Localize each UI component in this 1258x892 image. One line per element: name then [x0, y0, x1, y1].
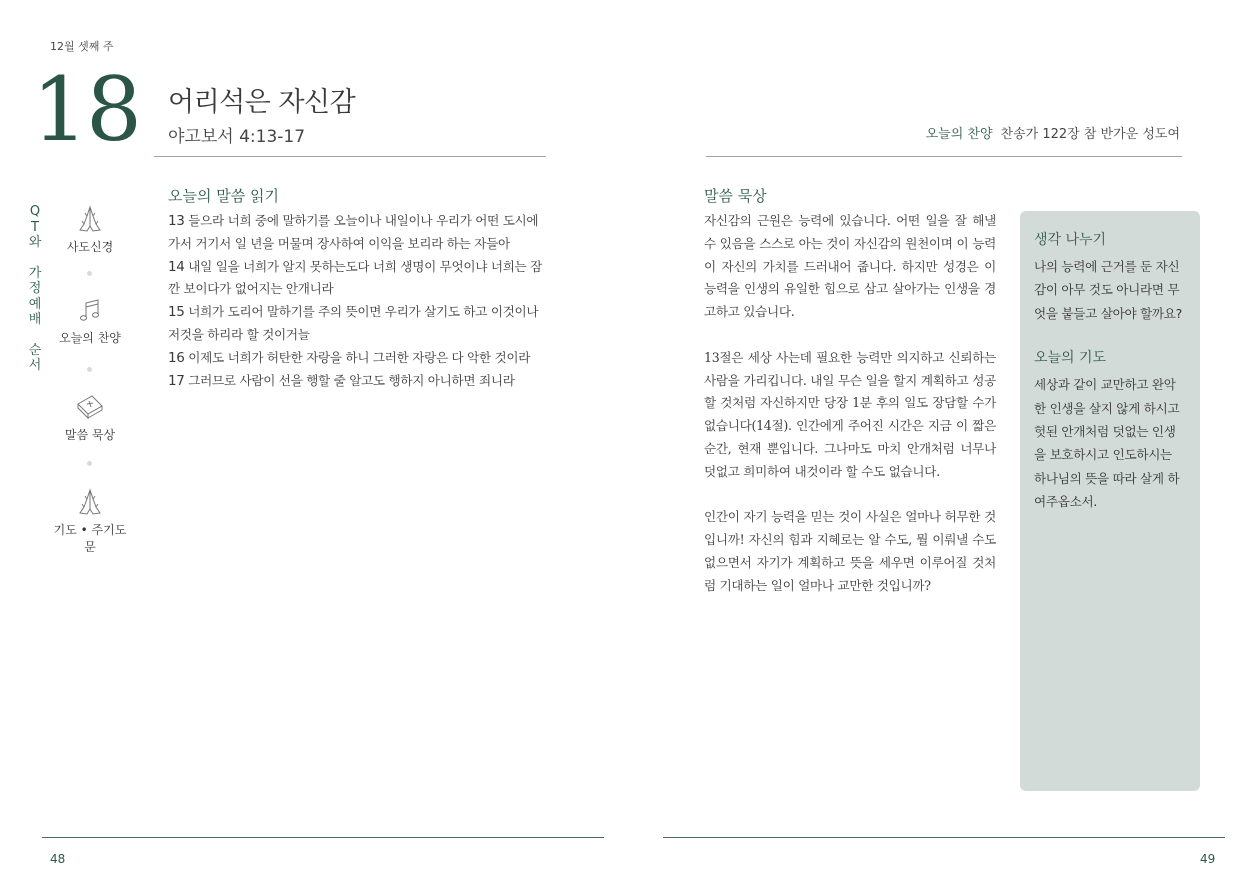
vertical-char: T [31, 219, 39, 235]
verse-number: 16 [168, 349, 185, 366]
verse-text: 들으라 너희 중에 말하기를 오늘이나 내일이나 우리가 어떤 도시에 가서 거기서 일 년을 머물며 장사하여 이익을 보리라 하는 자들아 [168, 213, 539, 251]
sidebar-item-label: 기도 • 주기도문 [53, 523, 127, 554]
sidebar-item-prayer [50, 487, 130, 555]
meditation-paragraph: 자신감의 근원은 능력에 있습니다. 어떤 일을 잘 해낼 수 있음을 스스로 아는 것이 자신감의 원천이며 이 능력이 자신의 가치를 드러내어 줍니다. 하지만 성경은 이 능력을 인생의 유일한 힘으로 삼고 살아가는 인생을 경고하고 있습니다. [704, 213, 996, 320]
meditation-paragraph: 인간이 자기 능력을 믿는 것이 사실은 얼마나 허무한 것입니까! 자신의 힘과 지혜로는 알 수도, 뭘 이뤄낼 수도 없으면서 자기가 계획하고 뜻을 세우면 이루어질 것처럼 기대하는 일이 얼마나 교만한 것입니까? [704, 509, 996, 593]
verse [168, 256, 548, 302]
vertical-char: 배 [28, 312, 42, 327]
verse [168, 370, 548, 393]
header-rule-left [154, 156, 546, 157]
separator-dot [87, 367, 92, 372]
sidebar-item-label: 말씀 묵상 [64, 428, 116, 442]
meditation-paragraph: 13절은 세상 사는데 필요한 능력만 의지하고 신뢰하는 사람을 가리킵니다. 내일 무슨 일을 할지 계획하고 성공할 것처럼 자신하지만 당장 1분 후의 일도 장담할 수가 없습니다(14절). 인간에게 주어진 시간은 지금 이 짧은 순간, 현재 뿐입니다. 그나마도 마치 안개처럼 너무나 덧없고 희미하여 내것이라 할 수도 없습니다. [704, 349, 996, 479]
praying-hands-icon [75, 487, 105, 517]
verse-number: 15 [168, 304, 185, 321]
verse-text: 이제도 너희가 허탄한 자랑을 하니 그러한 자랑은 다 악한 것이라 [184, 349, 531, 365]
vertical-char: 가 [28, 265, 42, 281]
sidebar-item-label: 오늘의 찬양 [59, 331, 121, 345]
vertical-char: Q [29, 204, 41, 219]
bible-icon [74, 392, 106, 422]
verse [168, 301, 548, 347]
week-label: 12월 셋째 주 [50, 40, 114, 53]
sidebar-item-hymn [50, 297, 130, 346]
vertical-char: 예 [28, 296, 42, 312]
sidebar-item-meditation [50, 392, 130, 443]
sidebar-item-apostles-creed [50, 204, 130, 255]
footer-rule-left [42, 837, 604, 838]
share-text: 나의 능력에 근거를 둔 자신감이 아무 것도 아니라면 무엇을 붙들고 살아야 할까요? [1034, 259, 1183, 321]
meditation-heading: 말씀 묵상 [704, 187, 767, 205]
page-title: 어리석은 자신감 [168, 87, 356, 118]
page-number-right: 49 [1200, 852, 1216, 866]
vertical-gap [28, 251, 42, 266]
verse-number: 14 [168, 258, 185, 275]
page-number-left: 48 [50, 852, 66, 866]
vertical-order-label [28, 204, 42, 374]
praying-hands-icon [75, 204, 105, 234]
vertical-char: 와 [28, 235, 42, 250]
reflection-box [1020, 211, 1200, 791]
meditation-body [704, 210, 996, 620]
verse-text: 너희가 도리어 말하기를 주의 뜻이면 우리가 살기도 하고 이것이나 저것을 하리라 할 것이거늘 [168, 304, 539, 342]
separator-dot [87, 461, 92, 466]
verse [168, 210, 548, 256]
separator-dot [87, 271, 92, 276]
hymn-label: 오늘의 찬양 [925, 127, 993, 142]
header-rule-right [706, 156, 1182, 157]
verse [168, 347, 548, 370]
verse-number: 13 [168, 213, 185, 229]
sidebar-item-label: 사도신경 [66, 240, 114, 254]
footer-rule-right [663, 837, 1225, 838]
reading-heading: 오늘의 말씀 읽기 [168, 187, 279, 205]
verse-text: 그러므로 사람이 선을 행할 줄 알고도 행하지 아니하면 죄니라 [184, 372, 515, 388]
verse-text: 내일 일을 너희가 알지 못하는도다 너희 생명이 무엇이냐 너희는 잠깐 보이다가 없어지는 안개니라 [168, 258, 542, 297]
scripture-reading [168, 210, 548, 392]
verse-number: 17 [168, 372, 185, 389]
prayer-heading: 오늘의 기도 [1034, 350, 1107, 367]
vertical-char: 서 [28, 358, 42, 373]
vertical-gap [28, 328, 42, 343]
todays-hymn [926, 123, 1180, 142]
day-number: 18 [32, 58, 140, 161]
scripture-reference: 야고보서 4:13-17 [168, 127, 306, 147]
vertical-char: 순 [28, 342, 42, 358]
share-heading: 생각 나누기 [1034, 232, 1107, 248]
hymn-title: 찬송가 122장 참 반가운 성도여 [1000, 127, 1180, 142]
vertical-char: 정 [28, 281, 42, 296]
music-note-icon [77, 297, 103, 325]
prayer-text: 세상과 같이 교만하고 완악한 인생을 살지 않게 하시고 헛된 안개처럼 덧없는 인생을 보호하시고 인도하시는 하나님의 뜻을 따라 살게 하여주옵소서. [1034, 377, 1180, 510]
